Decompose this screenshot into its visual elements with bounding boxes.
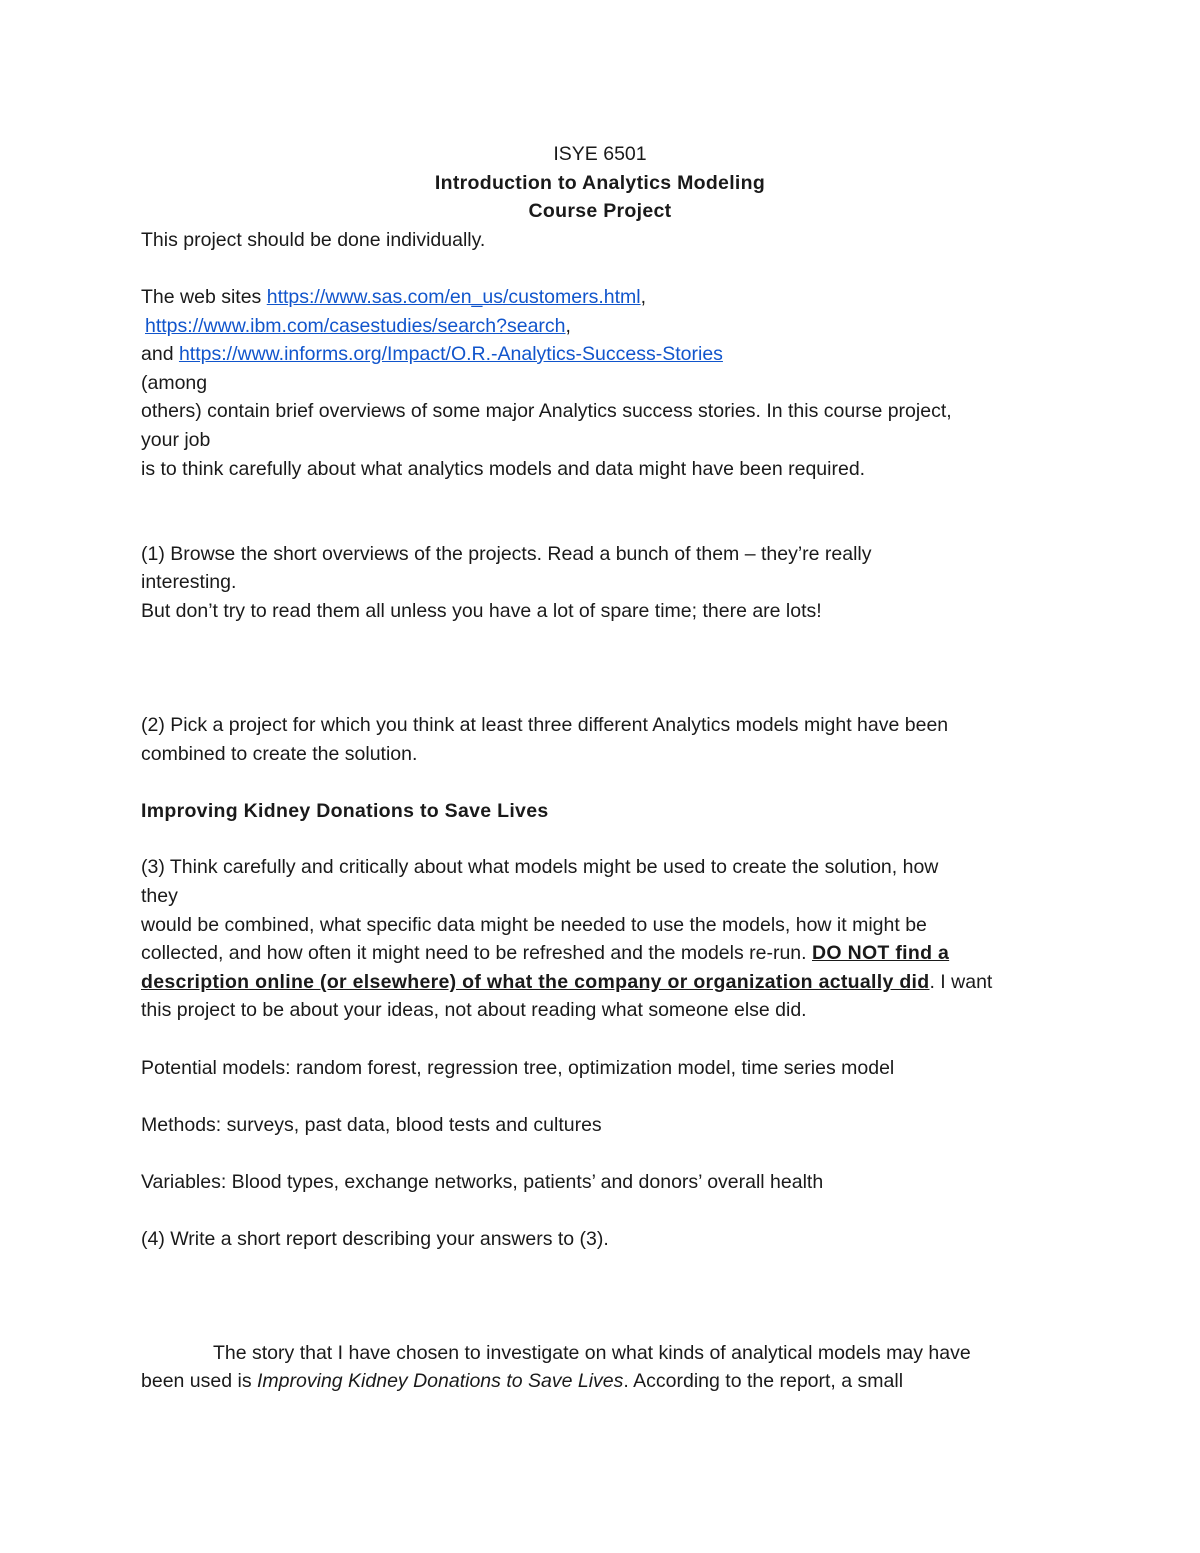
web-sites-prefix: The web sites	[141, 286, 267, 308]
step3-line5-text: . I want	[929, 971, 993, 993]
report-line2-suffix: . According to the report, a small	[623, 1370, 904, 1392]
step2-line1: (2) Pick a project for which you think at least three different Analytics models might have been	[141, 714, 949, 736]
document-title: Course Project	[528, 200, 672, 222]
step1-line1: (1) Browse the short overviews of the projects. Read a bunch of them – they’re really	[141, 543, 872, 565]
comma: ,	[565, 315, 571, 337]
among-text: (among	[141, 372, 208, 394]
others-text: others) contain brief overviews of some major Analytics success stories. In this course project,	[141, 400, 952, 422]
course-code: ISYE 6501	[553, 143, 647, 165]
course-title: Introduction to Analytics Modeling	[434, 172, 766, 194]
chosen-project-heading: Improving Kidney Donations to Save Lives	[141, 800, 549, 822]
think-carefully-text: is to think carefully about what analytics models and data might have been required.	[141, 458, 866, 480]
step3-line5	[141, 968, 992, 996]
potential-models: Potential models: random forest, regression tree, optimization model, time series model	[141, 1057, 895, 1079]
report-line1: The story that I have chosen to investigate on what kinds of analytical models may have	[213, 1342, 971, 1364]
report-line2	[141, 1367, 903, 1395]
warning-emphasis-end: description online (or elsewhere) of what the company or organization actually did	[141, 971, 930, 993]
individual-note: This project should be done individually.	[141, 229, 486, 251]
step2-line2: combined to create the solution.	[141, 743, 418, 765]
sas-link[interactable]: https://www.sas.com/en_us/customers.html	[266, 286, 641, 308]
web-sites-line	[141, 283, 646, 311]
report-line2-prefix: been used is	[141, 1370, 258, 1392]
step3-line3: would be combined, what specific data might be needed to use the models, how it might be	[141, 914, 927, 936]
ibm-link-line	[145, 312, 571, 340]
informs-link-line	[141, 340, 723, 368]
step3-line4-text: collected, and how often it might need to be refreshed and the models re-run.	[141, 942, 812, 964]
step3-line6: this project to be about your ideas, not about reading what someone else did.	[141, 999, 807, 1021]
warning-emphasis-start: DO NOT find a	[812, 942, 950, 964]
step4: (4) Write a short report describing your answers to (3).	[141, 1228, 609, 1250]
ibm-link[interactable]: https://www.ibm.com/casestudies/search?search	[145, 315, 566, 337]
variables: Variables: Blood types, exchange networks, patients’ and donors’ overall health	[141, 1171, 824, 1193]
step1-line3: But don’t try to read them all unless you have a lot of spare time; there are lots!	[141, 600, 822, 622]
step1-line2: interesting.	[141, 571, 237, 593]
informs-link[interactable]: https://www.informs.org/Impact/O.R.-Analytics-Success-Stories	[178, 343, 723, 365]
comma: ,	[640, 286, 647, 308]
step3-line1: (3) Think carefully and critically about what models might be used to create the solution, how	[141, 856, 939, 878]
your-job-text: your job	[141, 429, 211, 451]
and-prefix: and	[141, 343, 179, 365]
step3-line2: they	[141, 885, 178, 907]
step3-line4	[141, 939, 949, 967]
report-story-title: Improving Kidney Donations to Save Lives	[257, 1370, 624, 1392]
methods: Methods: surveys, past data, blood tests and cultures	[141, 1114, 602, 1136]
